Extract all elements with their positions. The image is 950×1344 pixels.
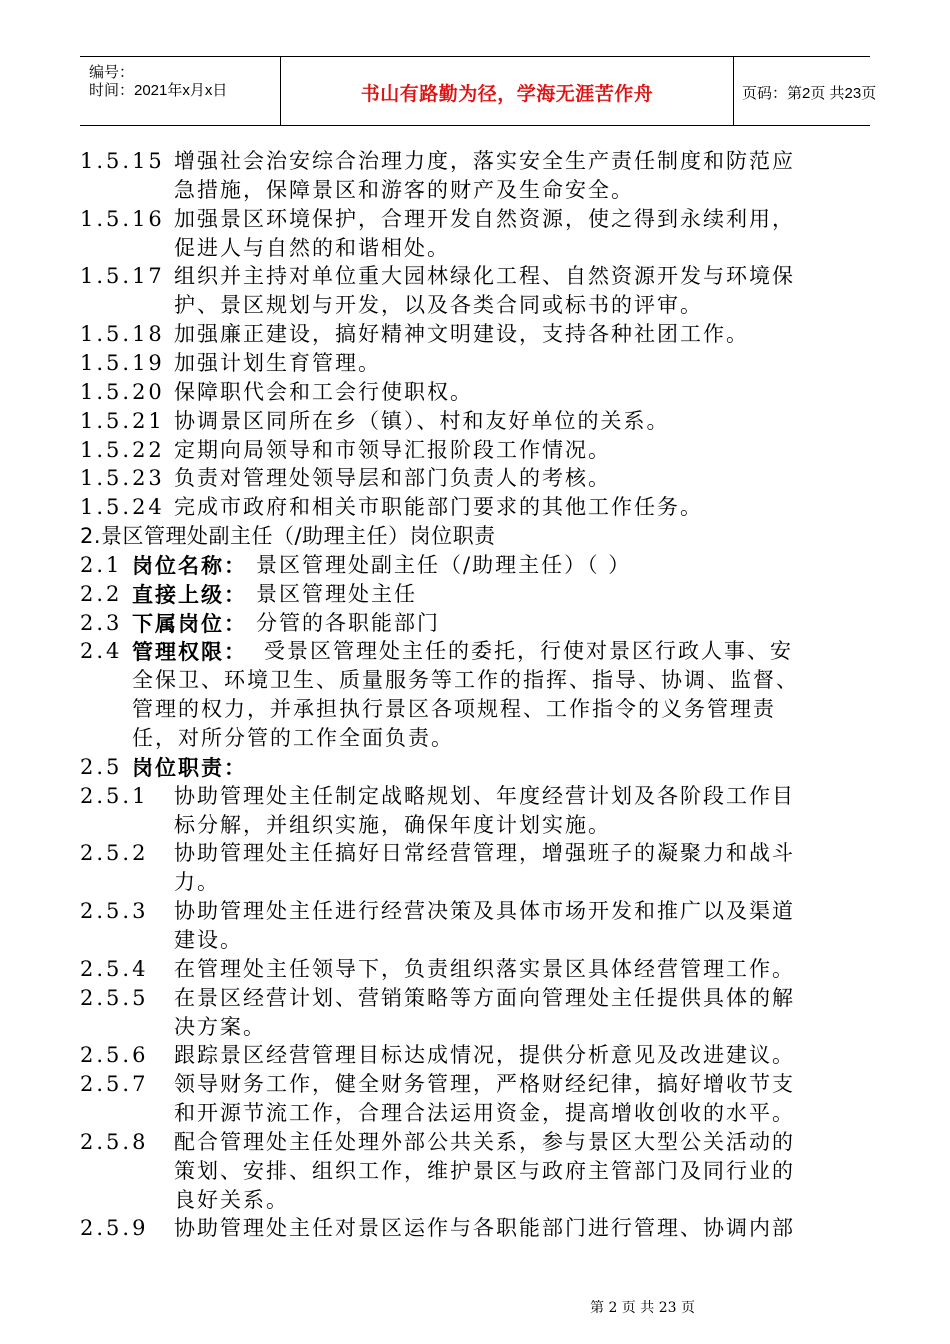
responsibility-item-number: 2.5.7	[80, 1072, 149, 1097]
authority-label: 管理权限：	[132, 639, 247, 665]
authority-text: 任，对所分管的工作全面负责。	[132, 726, 454, 750]
responsibility-item-number: 2.5.9	[80, 1216, 149, 1241]
responsibility-item-text: 在管理处主任领导下，负责组织落实景区具体经营管理工作。	[174, 956, 795, 981]
duty-item-text: 增强社会治安综合治理力度，落实安全生产责任制度和防范应	[174, 149, 795, 173]
direct-superior-number: 2.2	[80, 581, 123, 606]
responsibility-item-number: 2.5.5	[80, 985, 149, 1010]
duty-item-number: 1.5.17	[80, 264, 165, 289]
duty-item-text: 完成市政府和相关市职能部门要求的其他工作任务。	[174, 495, 703, 520]
responsibility-item-text: 良好关系。	[174, 1187, 289, 1212]
authority-text: 管理的权力，并承担执行景区各项规程、工作指令的义务管理责	[132, 697, 776, 722]
responsibility-item-text: 和开源节流工作，合理合法运用资金，提高增收创收的水平。	[174, 1101, 795, 1126]
responsibility-item-number: 2.5.6	[80, 1043, 149, 1068]
responsibility-item-text: 协助管理处主任制定战略规划、年度经营计划及各阶段工作目	[174, 783, 795, 808]
responsibility-item-text: 决方案。	[174, 1014, 266, 1039]
document-number-label: 编号：	[89, 64, 135, 81]
duty-item-number: 1.5.21	[80, 408, 165, 433]
responsibility-item-text: 跟踪景区经营管理目标达成情况，提供分析意见及改进建议。	[174, 1043, 795, 1068]
responsibility-item-text: 协助管理处主任进行经营决策及具体市场开发和推广以及渠道	[174, 899, 795, 924]
duty-item-text: 加强景区环境保护，合理开发自然资源，使之得到永续利用，	[174, 206, 795, 231]
responsibility-item-text: 力。	[174, 870, 220, 895]
subordinate-posts-number: 2.3	[80, 610, 123, 635]
responsibility-item-text: 策划、安排、组织工作，维护景区与政府主管部门及同行业的	[174, 1158, 795, 1183]
duty-item-number: 1.5.22	[80, 437, 165, 462]
header-page-info: 页码：第2页 共23页	[742, 85, 877, 102]
duty-item-text: 加强计划生育管理。	[174, 350, 381, 375]
duty-item-number: 1.5.20	[80, 379, 165, 404]
responsibilities-label: 岗位职责：	[132, 754, 247, 780]
responsibility-item-text: 协助管理处主任对景区运作与各职能部门进行管理、协调内部	[174, 1216, 795, 1241]
direct-superior-label: 直接上级：	[132, 581, 247, 607]
duty-item-number: 1.5.24	[80, 495, 165, 520]
post-name-number: 2.1	[80, 552, 123, 577]
duty-item-number: 1.5.16	[80, 206, 165, 231]
responsibility-item-number: 2.5.4	[80, 956, 149, 981]
duty-item-number: 1.5.15	[80, 149, 165, 173]
page-footer: 第 2 页 共 23 页	[590, 1300, 695, 1316]
responsibility-item-number: 2.5.1	[80, 783, 149, 808]
page-header	[80, 56, 877, 126]
duty-item-number: 1.5.23	[80, 466, 165, 491]
header-page-cell	[732, 57, 877, 125]
responsibility-item-text: 协助管理处主任搞好日常经营管理，增强班子的凝聚力和战斗	[174, 841, 795, 866]
header-motto-cell	[280, 57, 734, 125]
responsibility-item-text: 在景区经营计划、营销策略等方面向管理处主任提供具体的解	[174, 985, 795, 1010]
duty-item-text: 促进人与自然的和谐相处。	[174, 235, 450, 260]
post-name-value: 景区管理处副主任（/助理主任）（ ）	[256, 552, 632, 577]
subordinate-posts-label: 下属岗位：	[132, 610, 247, 636]
header-motto: 书山有路勤为径，学海无涯苦作舟	[360, 83, 654, 105]
duty-item-text: 组织并主持对单位重大园林绿化工程、自然资源开发与环境保	[174, 264, 795, 289]
duty-item-number: 1.5.18	[80, 322, 165, 347]
duty-item-number: 1.5.19	[80, 350, 165, 375]
post-name-label: 岗位名称：	[132, 552, 247, 578]
responsibility-item-number: 2.5.3	[80, 899, 149, 924]
duty-item-text: 定期向局领导和市领导汇报阶段工作情况。	[174, 437, 611, 462]
direct-superior-value: 景区管理处主任	[256, 581, 417, 606]
subordinate-posts-value: 分管的各职能部门	[256, 610, 440, 635]
duty-item-text: 保障职代会和工会行使职权。	[174, 379, 473, 404]
authority-number: 2.4	[80, 639, 123, 664]
duty-item-text: 护、景区规划与开发，以及各类合同或标书的评审。	[174, 293, 703, 318]
duty-item-text: 负责对管理处领导层和部门负责人的考核。	[174, 466, 611, 491]
responsibility-item-text: 标分解，并组织实施，确保年度计划实施。	[174, 812, 611, 837]
duty-item-text: 协调景区同所在乡（镇）、村和友好单位的关系。	[174, 408, 670, 433]
duty-item-text: 加强廉正建设，搞好精神文明建设，支持各种社团工作。	[174, 322, 749, 347]
authority-text: 全保卫、环境卫生、质量服务等工作的指挥、指导、协调、监督、	[132, 668, 799, 693]
document-date-label: 时间：2021年x月x日	[89, 82, 228, 99]
responsibility-item-text: 领导财务工作，健全财务管理，严格财经纪律，搞好增收节支	[174, 1072, 795, 1097]
section-title: 2.景区管理处副主任（/助理主任）岗位职责	[80, 524, 496, 549]
header-meta-cell	[80, 57, 280, 125]
responsibility-item-text: 建设。	[174, 927, 243, 952]
duty-item-text: 急措施，保障景区和游客的财产及生命安全。	[174, 177, 634, 202]
authority-text: 受景区管理处主任的委托，行使对景区行政人事、安	[264, 639, 793, 664]
responsibility-item-number: 2.5.2	[80, 841, 149, 866]
responsibility-item-text: 配合管理处主任处理外部公共关系，参与景区大型公关活动的	[174, 1129, 795, 1154]
responsibilities-number: 2.5	[80, 754, 123, 779]
responsibility-item-number: 2.5.8	[80, 1129, 149, 1154]
